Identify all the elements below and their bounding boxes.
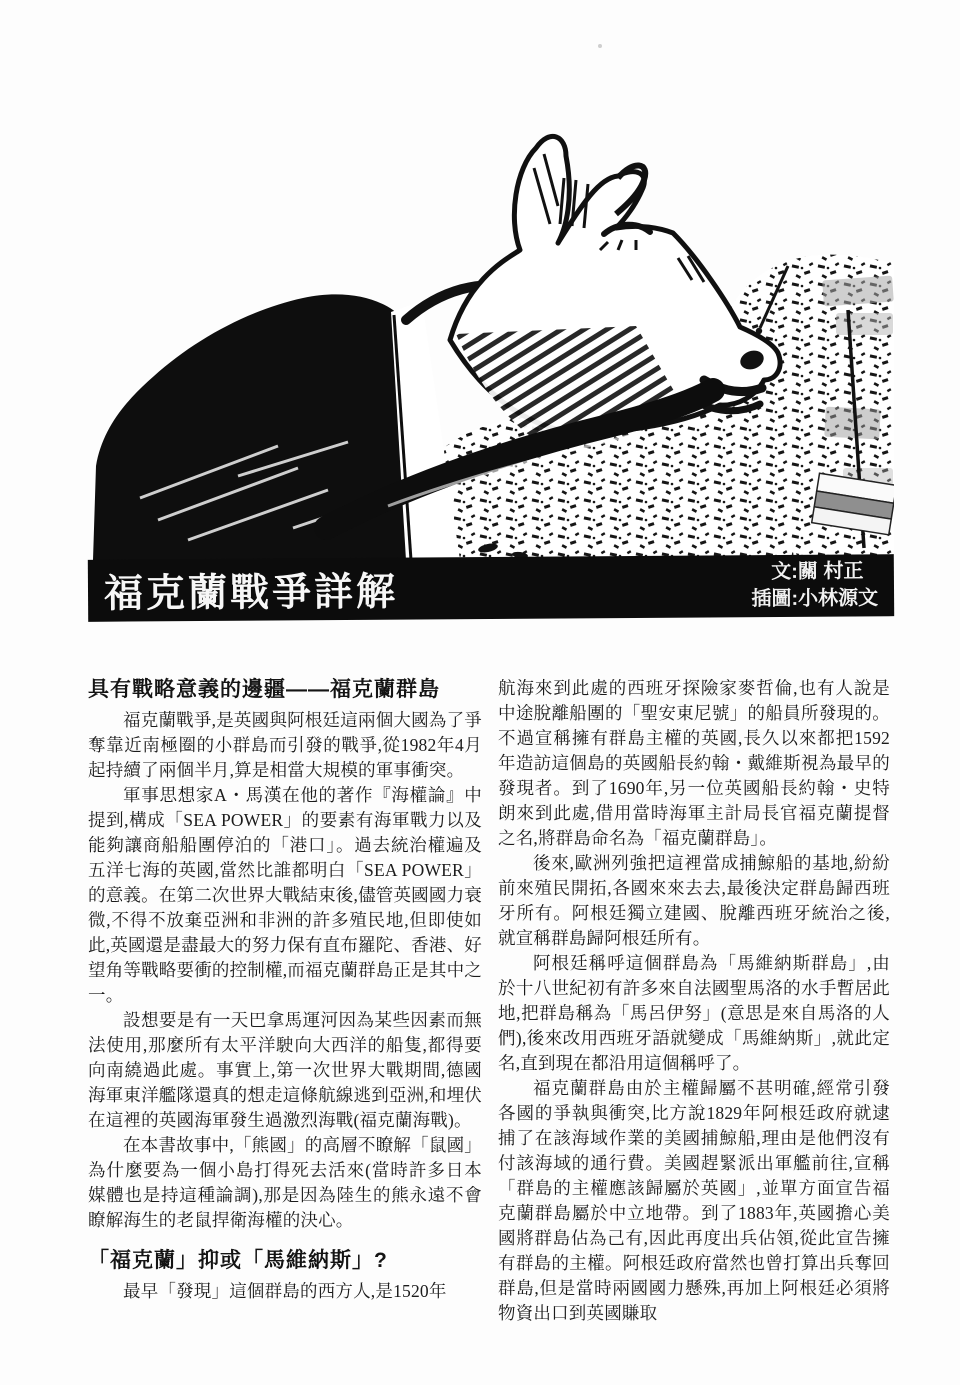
cow-in-suit-illustration [88,28,894,560]
paragraph: 福克蘭戰爭,是英國與阿根廷這兩個大國為了爭奪靠近南極圈的小群島而引發的戰爭,從1982年4月起持續了兩個半月,算是相當大規模的軍事衝突。 [88,710,482,780]
paragraph: 航海來到此處的西班牙探險家麥哲倫,也有人說是中途脫離船團的「聖安東尼號」的船員所發現的。不過宣稱擁有群島主權的英國,長久以來都把1592年造訪這個島的英國船長約翰・戴維斯視為最早的發現者。到了1690年,另一位英國船長約翰・史特朗來到此處,借用當時海軍主計局長官福克蘭提督之名,將群島命名為「福克蘭群島」。 [498,678,890,848]
paragraph: 後來,歐洲列強把這裡當成捕鯨船的基地,紛紛前來殖民開拓,各國來來去去,最後決定群島歸西班牙所有。阿根廷獨立建國、脫離西班牙統治之後,就宣稱群島歸阿根廷所有。 [498,853,890,948]
paragraph: 阿根廷稱呼這個群島為「馬維納斯群島」,由於十八世紀初有許多來自法國聖馬洛的水手暫居此地,把群島稱為「馬呂伊努」(意思是來自馬洛的人們),後來改用西班牙語就變成「馬維納斯」,就此定名,直到現在都沿用這個稱呼了。 [498,953,890,1073]
right-column [498,676,890,1326]
title-banner [88,554,894,622]
left-column [88,676,482,1304]
credits [751,558,878,613]
paragraph: 軍事思想家A・馬漢在他的著作『海權論』中提到,構成「SEA POWER」的要素有海軍戰力以及能夠讓商船船團停泊的「港口」。過去統治權遍及五洋七海的英國,當然比誰都明白「SEA POWER」的意義。在第二次世界大戰結束後,儘管英國國力衰微,不得不放棄亞洲和非洲的許多殖民地,但即使如此,英國還是盡最大的努力保有直布羅陀、香港、好望角等戰略要衝的控制權,而福克蘭群島正是其中之一。 [88,785,482,1005]
page-title: 福克蘭戰爭詳解 [103,570,399,616]
paragraph: 在本書故事中,「熊國」的高層不瞭解「鼠國」為什麼要為一個小島打得死去活來(當時許多日本媒體也是持這種論調),那是因為陸生的熊永遠不會瞭解海生的老鼠捍衛海權的決心。 [88,1135,482,1230]
paragraph: 最早「發現」這個群島的西方人,是1520年 [123,1281,447,1301]
paragraph: 福克蘭群島由於主權歸屬不甚明確,經常引發各國的爭執與衝突,比方說1829年阿根廷政府就逮捕了在該海域作業的美國捕鯨船,理由是他們沒有付該海域的通行費。美國趕緊派出軍艦前往,宣稱「群島的主權應該歸屬於英國」,並單方面宣告福克蘭群島屬於中立地帶。到了1883年,英國擔心美國將群島佔為己有,因此再度出兵佔領,從此宣告擁有群島的主權。阿根廷政府當然也曾打算出兵奪回群島,但是當時兩國國力懸殊,再加上阿根廷必須將物資出口到英國賺取 [498,1078,890,1323]
paragraph: 設想要是有一天巴拿馬運河因為某些因素而無法使用,那麼所有太平洋駛向大西洋的船隻,都得要向南繞過此處。事實上,第一次世界大戰期間,德國海軍東洋艦隊還真的想走這條航線逃到亞洲,和埋伏在這裡的英國海軍發生過激烈海戰(福克蘭海戰)。 [88,1010,482,1130]
credit-writer: 文:關 村正 [771,560,864,584]
section-heading-strategic-frontier: 具有戰略意義的邊疆——福克蘭群島 [88,678,440,701]
credit-illustrator: 插圖:小林源文 [751,587,879,611]
section-heading-falkland-or-malvinas: 「福克蘭」抑或「馬維納斯」? [88,1249,388,1272]
cow-head [450,136,788,452]
